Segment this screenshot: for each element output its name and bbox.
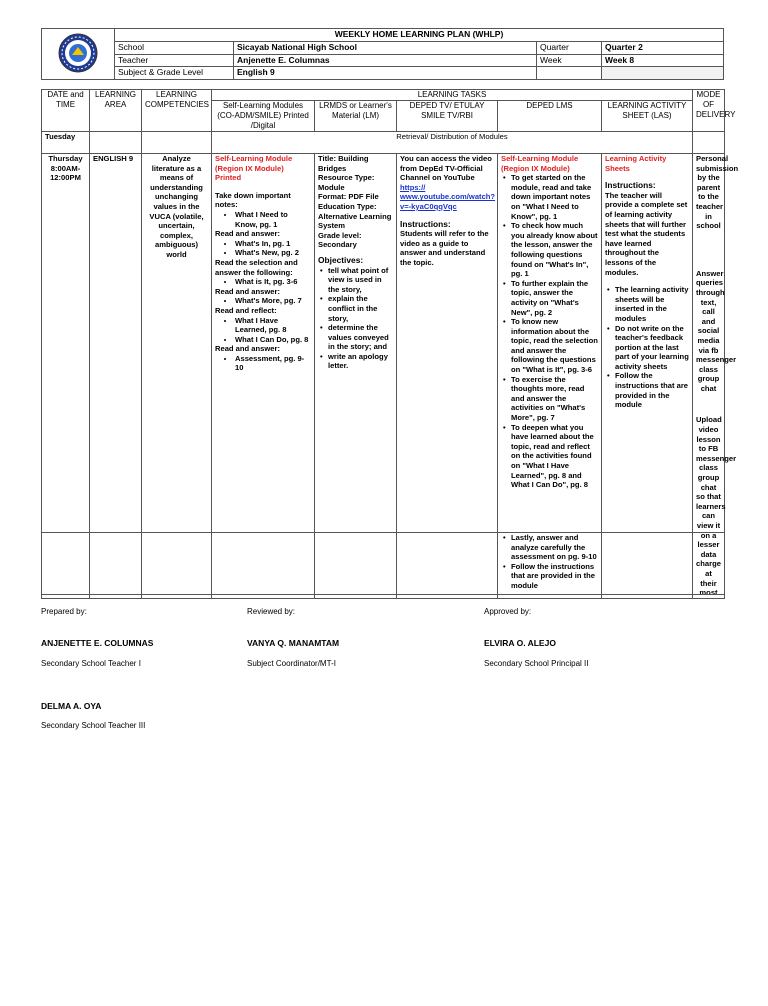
lrmds-title: Title: Building Bridges (318, 154, 369, 173)
list-item: • write an apology letter. (328, 352, 393, 371)
prepared-title: Secondary School Teacher I (41, 659, 141, 668)
lrmds-resource: Resource Type: Module (318, 173, 375, 192)
slm-text: Read and answer: (215, 344, 280, 354)
list-item: • Follow the instructions that are provided in the module (511, 562, 598, 591)
slm-text: Read and answer: (215, 229, 280, 239)
list-item: • determine the values conveyed in the story; and (328, 323, 393, 352)
tv-text: You can access the video from DepEd TV-Official Channel on YouTube (400, 154, 492, 183)
subject-value: English 9 (234, 67, 537, 80)
quarter-value: Quarter 2 (602, 41, 724, 54)
reviewed-name: VANYA Q. MANAMTAM (247, 638, 340, 648)
prepared-label: Prepared by: (41, 607, 87, 616)
col-competencies: LEARNING COMPETENCIES (142, 90, 212, 132)
teacher-value: Anjenette E. Columnas (234, 54, 537, 67)
mode-text: Personal submission by the parent to the teacher in school (696, 154, 739, 231)
tuesday-label: Tuesday (42, 132, 90, 154)
list-item: • To further explain the topic, answer the activity on "What's New", pg. 2 (511, 279, 598, 317)
col-deped-lms: DEPED LMS (498, 101, 602, 132)
tuesday-note: Retrieval/ Distribution of Modules (212, 132, 693, 154)
learning-area: ENGLISH 9 (90, 154, 142, 599)
lms-continued-cell (498, 533, 602, 595)
plan-title: WEEKLY HOME LEARNING PLAN (WHLP) (115, 29, 724, 42)
school-label: School (115, 41, 234, 54)
list-item: • Assessment, pg. 9-10 (235, 354, 311, 373)
list-item: • explain the conflict in the story, (328, 294, 393, 323)
school-seal-icon (58, 33, 98, 73)
col-mode: MODE OF DELIVERY (693, 90, 725, 132)
empty-cell (90, 132, 142, 154)
list-item: • tell what point of view is used in the story, (328, 266, 393, 295)
extra-title: Secondary School Teacher III (41, 721, 146, 730)
list-item: • Do not write on the teacher's feedback portion at the last part of your learning activity sheets (615, 324, 689, 372)
reviewed-title: Subject Coordinator/MT-I (247, 659, 336, 668)
empty-cell (602, 533, 693, 595)
list-item: • The learning activity sheets will be inserted in the modules (615, 285, 689, 323)
header-table (41, 28, 724, 80)
empty-cell (693, 533, 725, 595)
thursday-time: 8:00AM-12:00PM (50, 163, 81, 183)
approved-name: ELVIRA O. ALEJO (484, 638, 556, 648)
tv-instructions: Students will refer to the video as a guide to answer and understand the topic. (400, 229, 489, 267)
list-item: • What is It, pg. 3-6 (235, 277, 311, 287)
list-item: • What's New, pg. 2 (235, 248, 311, 258)
list-item: • To exercise the thoughts more, read and answer the activities on "What's More", pg. 7 (511, 375, 598, 423)
lrmds-format: Format: PDF File (318, 192, 379, 202)
approved-title: Secondary School Principal II (484, 659, 589, 668)
teacher-label: Teacher (115, 54, 234, 67)
learning-plan-table (41, 89, 739, 599)
continuation-table (41, 532, 725, 595)
list-item: • To know new information about the topic, read the selection and answer the following the questions on "What is It", pg. 3-6 (511, 317, 598, 375)
empty-cell (537, 67, 602, 80)
list-item: • To deepen what you have learned about the topic, read and reflect on the activities found on "What I Have Learned", pg. 8 and What I Can Do", pg. 8 (511, 423, 598, 490)
school-value: Sicayab National High School (234, 41, 537, 54)
week-value: Week 8 (602, 54, 724, 67)
extra-name: DELMA A. OYA (41, 701, 102, 711)
lrmds-grade: Grade level: Secondary (318, 230, 362, 250)
col-las: LEARNING ACTIVITY SHEET (LAS) (602, 101, 693, 132)
list-item: • What I Need to Know, pg. 1 (235, 210, 311, 229)
slm-text: Read the selection and answer the following: (215, 257, 298, 277)
slm-heading: Self-Learning Module (Region IX Module) Printed (215, 154, 293, 183)
las-instructions-label: Instructions: (605, 180, 656, 191)
lms-heading: Self-Learning Module (Region IX Module) (501, 154, 579, 173)
las-text: The teacher will provide a complete set of learning activity sheets that will further test what the students have learned throughout the lessons of the modules. (605, 190, 688, 277)
subject-label: Subject & Grade Level (115, 67, 234, 80)
slm-text: Read and answer: (215, 286, 280, 296)
reviewed-label: Reviewed by: (247, 607, 296, 616)
prepared-name: ANJENETTE E. COLUMNAS (41, 638, 154, 648)
empty-cell (397, 533, 498, 595)
col-deped-tv: DEPED TV/ ETULAY SMILE TV/RBI (397, 101, 498, 132)
col-date: DATE and TIME (42, 90, 90, 132)
empty-cell (90, 533, 142, 595)
youtube-link[interactable]: https:// www.youtube.com/watch? v=-kyaC0qqVqc (400, 182, 496, 211)
quarter-label: Quarter (537, 41, 602, 54)
list-item: • To get started on the module, read and take down important notes on "What I Need to Know", pg. 1 (511, 173, 598, 221)
list-item: • To check how much you already know about the lesson, answer the following questions found on "What's In", pg. 1 (511, 221, 598, 279)
empty-cell (315, 533, 397, 595)
col-slm: Self-Learning Modules (CO-ADM/SMILE) Printed /Digital (212, 101, 315, 132)
objectives-label: Objectives: (318, 254, 364, 265)
col-lrmds: LRMDS or Learner's Material (LM) (315, 101, 397, 132)
list-item: • Follow the instructions that are provided in the module (615, 371, 689, 409)
empty-cell (42, 533, 90, 595)
col-area: LEARNING AREA (90, 90, 142, 132)
empty-cell (602, 67, 724, 80)
thursday-day: Thursday (48, 154, 83, 163)
lrmds-education: Education Type: Alternative Learning System (318, 201, 392, 231)
slm-text: Read and reflect: (215, 305, 277, 315)
empty-cell (693, 132, 725, 154)
slm-intro: Take down important notes: (215, 190, 291, 210)
learning-competency: Analyze literature as a means of understanding unchanging values in the VUCA (volatile, uncertain, complex, ambiguous) world (142, 154, 212, 599)
empty-cell (142, 132, 212, 154)
list-item: • What's In, pg. 1 (235, 239, 311, 249)
list-item: • What I Can Do, pg. 8 (235, 335, 311, 345)
list-item: • Lastly, answer and analyze carefully the assessment on pg. 9-10 (511, 533, 598, 562)
list-item: • What I Have Learned, pg. 8 (235, 316, 311, 335)
mode-text: Upload video lesson to FB messenger class group chat so that learners can view it on a lesser data charge at their most (696, 415, 737, 598)
las-heading: Learning Activity Sheets (605, 154, 667, 173)
week-label: Week (537, 54, 602, 67)
tv-instructions-label: Instructions: (400, 218, 451, 229)
col-tasks: LEARNING TASKS (212, 90, 693, 101)
empty-cell (212, 533, 315, 595)
empty-cell (142, 533, 212, 595)
mode-text: Answer queries through text, call and social media via fb messenger class group chat (696, 268, 737, 393)
approved-label: Approved by: (484, 607, 532, 616)
logo-cell (42, 29, 115, 80)
list-item: • What's More, pg. 7 (235, 296, 311, 306)
